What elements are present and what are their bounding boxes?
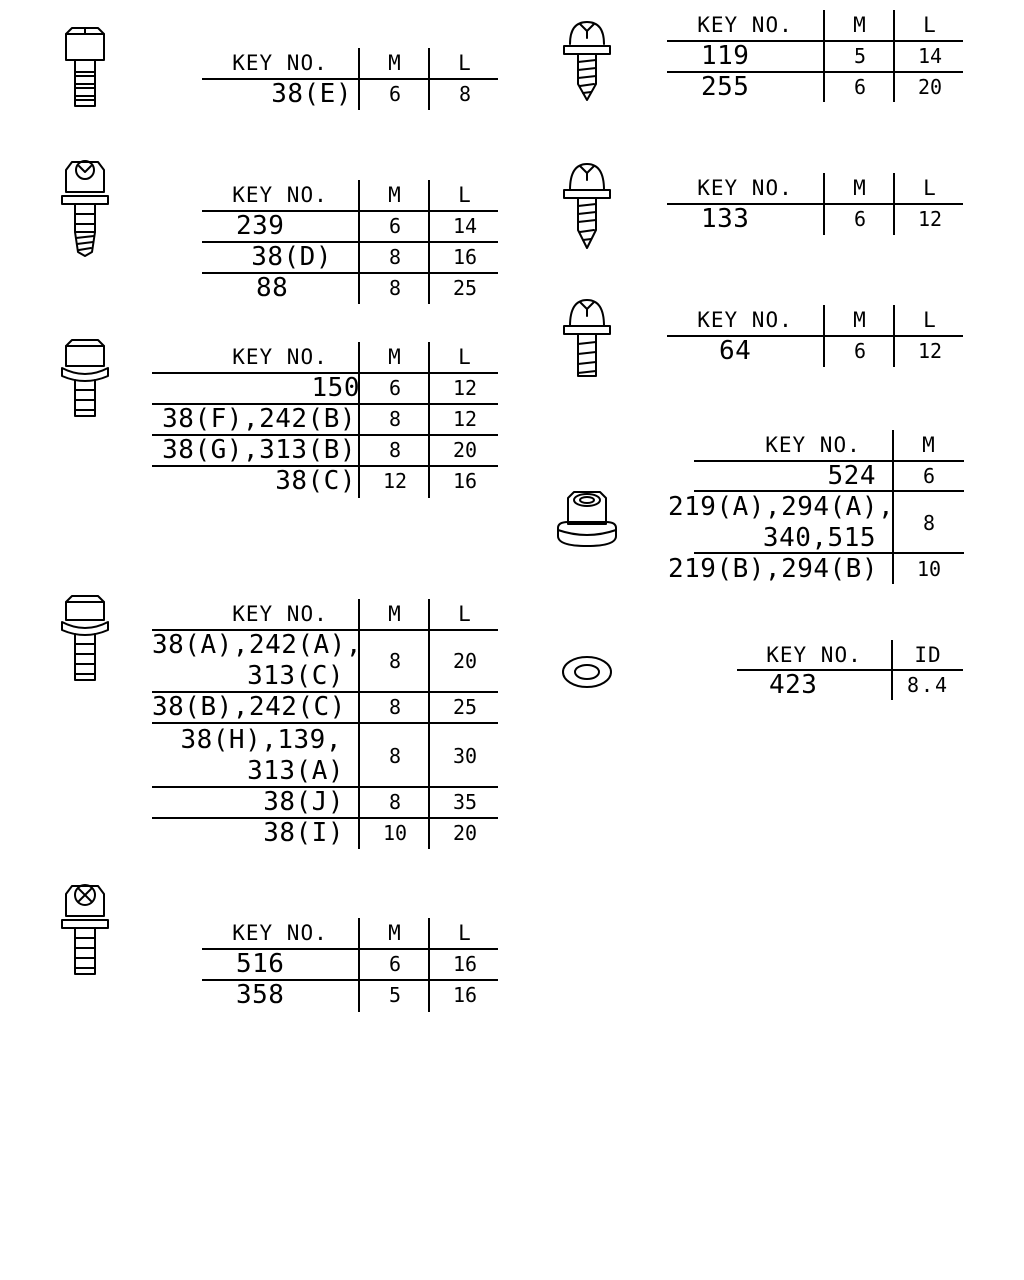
long-flange-bolt-icon xyxy=(58,592,112,684)
l-cell: 16 xyxy=(452,245,478,269)
m-header: M xyxy=(388,921,402,945)
l-cell: 16 xyxy=(452,983,478,1007)
column-divider xyxy=(428,48,430,110)
key-no-cell: 219(B),294(B) xyxy=(668,554,878,584)
phillips-hex-bolt-icon xyxy=(58,882,112,978)
column-divider xyxy=(823,305,825,367)
m-cell: 8 xyxy=(388,438,402,462)
column-divider xyxy=(893,173,895,235)
column-divider xyxy=(892,430,894,584)
m-cell: 6 xyxy=(388,952,402,976)
l-cell: 14 xyxy=(917,44,943,68)
m-cell: 5 xyxy=(388,983,402,1007)
key-no-cell: 64 xyxy=(719,336,752,366)
l-cell: 25 xyxy=(452,695,478,719)
l-cell: 14 xyxy=(452,214,478,238)
key-no-header: KEY NO. xyxy=(232,921,328,945)
m-cell: 6 xyxy=(388,82,402,106)
key-no-header: KEY NO. xyxy=(232,183,328,207)
l-cell: 20 xyxy=(452,438,478,462)
m-cell: 8 xyxy=(388,276,402,300)
l-header: L xyxy=(923,13,937,37)
column-divider xyxy=(358,342,360,498)
key-no-cell: 38(F),242(B) xyxy=(162,404,356,434)
key-no-cell: 38(E) xyxy=(271,79,352,109)
m-cell: 8 xyxy=(922,511,936,535)
column-divider xyxy=(428,599,430,849)
l-cell: 16 xyxy=(452,952,478,976)
key-no-header: KEY NO. xyxy=(232,51,328,75)
key-no-cell: 150 xyxy=(311,373,360,403)
pan-tapping-screw-icon xyxy=(562,160,612,252)
m-cell: 10 xyxy=(916,557,942,581)
m-header: M xyxy=(853,13,867,37)
key-no-cell: 516 xyxy=(236,949,285,979)
column-divider xyxy=(358,180,360,304)
l-cell: 25 xyxy=(452,276,478,300)
key-no-header: KEY NO. xyxy=(766,643,862,667)
m-cell: 8 xyxy=(388,744,402,768)
hex-washer-bolt-icon xyxy=(58,158,112,260)
key-no-cell: 340,515 xyxy=(762,523,876,553)
m-cell: 8 xyxy=(388,245,402,269)
column-divider xyxy=(823,10,825,102)
key-no-cell: 133 xyxy=(701,204,750,234)
key-no-cell: 88 xyxy=(256,273,289,303)
m-header: M xyxy=(853,308,867,332)
m-cell: 6 xyxy=(853,339,867,363)
m-cell: 8 xyxy=(388,407,402,431)
key-no-header: KEY NO. xyxy=(232,345,328,369)
l-header: L xyxy=(458,51,472,75)
row-rule xyxy=(152,722,498,724)
l-cell: 20 xyxy=(452,649,478,673)
key-no-cell: 119 xyxy=(701,41,750,71)
l-header: L xyxy=(458,183,472,207)
key-no-cell: 38(D) xyxy=(251,242,332,272)
l-header: L xyxy=(458,921,472,945)
column-divider xyxy=(358,599,360,849)
key-no-header: KEY NO. xyxy=(232,602,328,626)
m-cell: 12 xyxy=(382,469,408,493)
key-no-cell: 255 xyxy=(701,72,750,102)
key-no-cell: 38(I) xyxy=(263,818,344,848)
l-cell: 35 xyxy=(452,790,478,814)
m-cell: 6 xyxy=(853,207,867,231)
key-no-header: KEY NO. xyxy=(697,308,793,332)
key-no-cell: 38(J) xyxy=(263,787,344,817)
m-header: M xyxy=(922,433,936,457)
m-header: M xyxy=(853,176,867,200)
m-header: M xyxy=(388,345,402,369)
key-no-header: KEY NO. xyxy=(697,176,793,200)
key-no-cell: 239 xyxy=(236,211,285,241)
m-cell: 8 xyxy=(388,695,402,719)
washer-icon xyxy=(561,654,613,690)
hex-bolt-icon xyxy=(60,26,110,110)
key-no-cell: 38(G),313(B) xyxy=(162,435,356,465)
m-header: M xyxy=(388,183,402,207)
key-no-cell: 313(C) xyxy=(247,661,344,691)
key-no-cell: 423 xyxy=(769,670,818,700)
m-cell: 6 xyxy=(922,464,936,488)
truss-tapping-screw-icon xyxy=(562,296,612,382)
column-divider xyxy=(891,640,893,700)
m-cell: 8 xyxy=(388,790,402,814)
l-cell: 30 xyxy=(452,744,478,768)
l-header: L xyxy=(458,345,472,369)
m-cell: 6 xyxy=(388,214,402,238)
column-divider xyxy=(358,48,360,110)
tapping-screw-icon xyxy=(562,18,612,104)
m-header: M xyxy=(388,602,402,626)
m-cell: 6 xyxy=(853,75,867,99)
l-cell: 20 xyxy=(917,75,943,99)
column-divider xyxy=(428,918,430,1012)
column-divider xyxy=(893,10,895,102)
id-header: ID xyxy=(914,643,942,667)
key-no-cell: 313(A) xyxy=(247,756,344,786)
l-cell: 12 xyxy=(452,376,478,400)
key-no-cell: 38(A),242(A), xyxy=(152,630,362,660)
m-cell: 8 xyxy=(388,649,402,673)
l-cell: 12 xyxy=(452,407,478,431)
flange-nut-icon xyxy=(556,490,618,550)
l-header: L xyxy=(458,602,472,626)
l-cell: 16 xyxy=(452,469,478,493)
key-no-cell: 38(H),139, xyxy=(180,725,342,755)
key-no-header: KEY NO. xyxy=(765,433,861,457)
l-cell: 12 xyxy=(917,207,943,231)
m-header: M xyxy=(388,51,402,75)
flange-bolt-icon xyxy=(58,336,112,420)
m-cell: 10 xyxy=(382,821,408,845)
key-no-cell: 38(B),242(C) xyxy=(152,692,346,722)
column-divider xyxy=(358,918,360,1012)
key-no-cell: 219(A),294(A), xyxy=(668,492,895,522)
key-no-header: KEY NO. xyxy=(697,13,793,37)
key-no-cell: 524 xyxy=(827,461,876,491)
l-header: L xyxy=(923,308,937,332)
column-divider xyxy=(428,342,430,498)
column-divider xyxy=(428,180,430,304)
key-no-cell: 358 xyxy=(236,980,285,1010)
m-cell: 5 xyxy=(853,44,867,68)
column-divider xyxy=(893,305,895,367)
l-cell: 12 xyxy=(917,339,943,363)
key-no-cell: 38(C) xyxy=(275,466,356,496)
l-header: L xyxy=(923,176,937,200)
l-cell: 20 xyxy=(452,821,478,845)
column-divider xyxy=(823,173,825,235)
id-cell: 8.4 xyxy=(906,673,950,697)
m-cell: 6 xyxy=(388,376,402,400)
l-cell: 8 xyxy=(458,82,472,106)
